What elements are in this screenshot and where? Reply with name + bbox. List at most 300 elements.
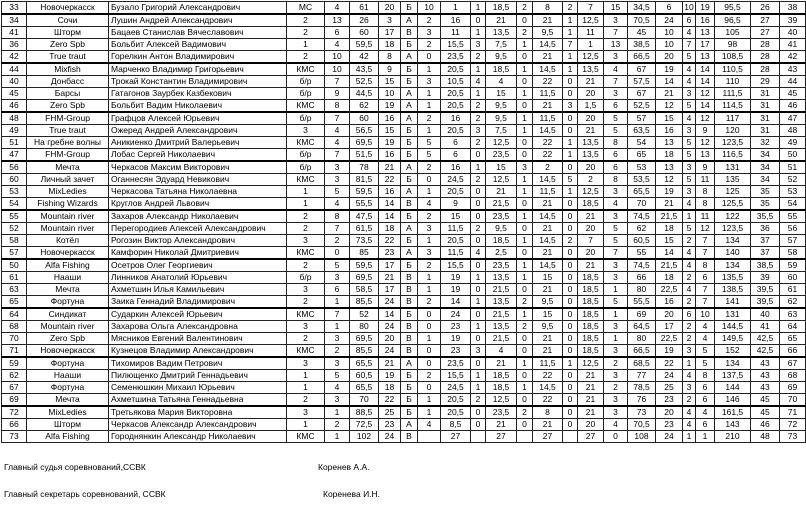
table-cell: 18,5 bbox=[578, 284, 604, 296]
table-row bbox=[2, 308, 806, 321]
table-cell: 13 bbox=[656, 137, 683, 149]
table-cell: 20,5 bbox=[441, 63, 471, 76]
table-cell: 1 bbox=[471, 296, 486, 309]
table-cell: 18 bbox=[379, 223, 401, 235]
table-cell: 131 bbox=[715, 161, 751, 174]
table-cell: 34 bbox=[751, 174, 780, 186]
table-cell: 21 bbox=[656, 198, 683, 211]
table-cell: 9,5 bbox=[486, 51, 517, 64]
table-cell: 72,5 bbox=[350, 419, 379, 431]
table-cell: 146 bbox=[715, 394, 751, 407]
table-cell: 47 bbox=[780, 112, 806, 125]
table-cell: 134 bbox=[715, 259, 751, 272]
table-cell: 66,5 bbox=[628, 51, 656, 64]
table-cell: 70,5 bbox=[628, 419, 656, 431]
table-cell: 2 bbox=[287, 333, 325, 345]
table-cell: 51 bbox=[780, 161, 806, 174]
table-cell: 24 bbox=[379, 296, 401, 309]
table-cell: Б bbox=[401, 308, 418, 321]
table-cell: 21 bbox=[578, 370, 604, 382]
table-cell: 39,5 bbox=[751, 296, 780, 309]
table-cell: 12,5 bbox=[486, 394, 517, 407]
participant-name-cell: Пилющенко Дмитрий Геннадьевич bbox=[109, 370, 287, 382]
table-cell: 134 bbox=[715, 235, 751, 247]
table-cell: 0 bbox=[471, 186, 486, 198]
table-cell: 53 bbox=[2, 186, 27, 198]
table-cell: 24 bbox=[379, 345, 401, 358]
table-cell: 0 bbox=[471, 14, 486, 27]
table-cell: 31 bbox=[751, 112, 780, 125]
table-cell: 81,5 bbox=[350, 174, 379, 186]
table-cell: 60,5 bbox=[628, 235, 656, 247]
table-cell: 3 bbox=[287, 284, 325, 296]
table-cell: 0 bbox=[471, 357, 486, 370]
table-row bbox=[2, 100, 806, 113]
table-cell: 2 bbox=[471, 51, 486, 64]
table-cell: 21,5 bbox=[486, 308, 517, 321]
team-cell: Мечта bbox=[27, 161, 109, 174]
table-cell: 7 bbox=[325, 149, 350, 162]
table-cell: 143 bbox=[715, 419, 751, 431]
table-cell: 14 bbox=[441, 296, 471, 309]
table-cell: 15 bbox=[379, 76, 401, 88]
table-cell: 9 bbox=[379, 63, 401, 76]
table-cell: 20 bbox=[578, 419, 604, 431]
table-row bbox=[2, 370, 806, 382]
table-cell: 3 bbox=[517, 161, 533, 174]
table-cell: 49 bbox=[780, 137, 806, 149]
table-cell: 13,5 bbox=[578, 137, 604, 149]
table-cell: 149,5 bbox=[715, 333, 751, 345]
team-cell: Шторм bbox=[27, 27, 109, 39]
table-cell: КМС bbox=[287, 137, 325, 149]
table-cell: 117 bbox=[715, 112, 751, 125]
team-cell: Фортуна bbox=[27, 357, 109, 370]
table-cell: 12 bbox=[696, 137, 715, 149]
results-table bbox=[1, 1, 806, 443]
table-cell: 3 bbox=[604, 394, 628, 407]
table-row bbox=[2, 406, 806, 419]
table-cell: 22,5 bbox=[656, 284, 683, 296]
table-cell: 70 bbox=[780, 394, 806, 407]
table-cell: 4 bbox=[325, 198, 350, 211]
table-cell: 2 bbox=[683, 272, 696, 284]
table-cell: 1 bbox=[471, 88, 486, 100]
table-cell: А bbox=[401, 88, 418, 100]
table-cell: 55,5 bbox=[628, 296, 656, 309]
table-cell: 5 bbox=[683, 223, 696, 235]
table-cell: КМС bbox=[287, 247, 325, 260]
table-cell: 67 bbox=[2, 382, 27, 394]
table-cell: 3 bbox=[418, 223, 441, 235]
table-cell: 58,5 bbox=[350, 284, 379, 296]
table-cell: 5 bbox=[683, 137, 696, 149]
table-cell: 23 bbox=[441, 345, 471, 358]
table-cell: 65 bbox=[628, 149, 656, 162]
table-cell: 0 bbox=[471, 149, 486, 162]
table-cell: 11,5 bbox=[533, 112, 563, 125]
table-cell: 25 bbox=[379, 406, 401, 419]
table-cell: 15 bbox=[604, 2, 628, 15]
table-cell: 4 bbox=[486, 345, 517, 358]
table-cell: 15 bbox=[441, 210, 471, 223]
table-cell: 1 bbox=[517, 210, 533, 223]
table-cell: 45 bbox=[2, 88, 27, 100]
table-row bbox=[2, 125, 806, 137]
table-cell: А bbox=[401, 112, 418, 125]
table-cell: 48 bbox=[780, 125, 806, 137]
table-cell: 21 bbox=[656, 88, 683, 100]
table-cell: 3 bbox=[604, 88, 628, 100]
table-cell: 0 bbox=[563, 76, 578, 88]
table-cell: 20 bbox=[578, 247, 604, 260]
table-cell: 1 bbox=[287, 382, 325, 394]
team-cell: Мечта bbox=[27, 284, 109, 296]
participant-name-cell: Черкасов Максим Викторович bbox=[109, 161, 287, 174]
table-cell: 21,5 bbox=[486, 198, 517, 211]
table-cell: 6 bbox=[441, 137, 471, 149]
table-cell: 2 bbox=[418, 112, 441, 125]
table-cell: 59,5 bbox=[350, 186, 379, 198]
table-cell: 13,5 bbox=[486, 272, 517, 284]
table-cell: 28 bbox=[751, 39, 780, 51]
table-cell: 35 bbox=[751, 186, 780, 198]
table-cell: 1 bbox=[604, 333, 628, 345]
table-cell: 7 bbox=[325, 223, 350, 235]
table-row bbox=[2, 431, 806, 443]
table-cell: 0 bbox=[563, 112, 578, 125]
table-cell: 21 bbox=[578, 394, 604, 407]
table-cell: 11,5 bbox=[533, 357, 563, 370]
table-cell: 6 bbox=[683, 14, 696, 27]
table-row bbox=[2, 198, 806, 211]
table-cell: 21 bbox=[578, 210, 604, 223]
table-cell: 5 bbox=[604, 235, 628, 247]
table-cell: 7 bbox=[604, 27, 628, 39]
table-cell: 3 bbox=[683, 382, 696, 394]
participant-name-cell: Городнянкин Александр Николаевич bbox=[109, 431, 287, 443]
table-cell: 1 bbox=[563, 51, 578, 64]
table-cell: 57 bbox=[628, 112, 656, 125]
table-cell: 68,5 bbox=[628, 357, 656, 370]
table-cell: 22 bbox=[379, 394, 401, 407]
table-cell: 5 bbox=[325, 259, 350, 272]
table-cell: 52 bbox=[350, 308, 379, 321]
table-cell: 31 bbox=[751, 88, 780, 100]
table-cell: 2 bbox=[578, 174, 604, 186]
table-cell: 53,5 bbox=[628, 174, 656, 186]
table-cell: 6 bbox=[604, 149, 628, 162]
table-cell: А bbox=[401, 357, 418, 370]
table-cell: 4 bbox=[683, 247, 696, 260]
table-cell: 33 bbox=[2, 2, 27, 15]
table-cell: 1 bbox=[517, 186, 533, 198]
table-row bbox=[2, 296, 806, 309]
table-cell: 1 bbox=[604, 308, 628, 321]
participant-name-cell: Заика Геннадий Владимирович bbox=[109, 296, 287, 309]
table-cell: 1 bbox=[471, 2, 486, 15]
table-cell: 69 bbox=[2, 394, 27, 407]
table-cell: В bbox=[401, 27, 418, 39]
table-cell: 7 bbox=[696, 235, 715, 247]
table-cell: 2 bbox=[683, 296, 696, 309]
table-cell bbox=[418, 431, 441, 443]
table-cell: 1 bbox=[325, 321, 350, 333]
table-row bbox=[2, 76, 806, 88]
table-cell: 18,5 bbox=[486, 382, 517, 394]
table-cell: 1 bbox=[517, 308, 533, 321]
table-cell: 1 bbox=[517, 357, 533, 370]
table-cell: 19 bbox=[379, 370, 401, 382]
table-row bbox=[2, 51, 806, 64]
table-cell: 20 bbox=[578, 88, 604, 100]
table-row bbox=[2, 223, 806, 235]
table-cell: 19 bbox=[441, 272, 471, 284]
participant-name-cell: Лушин Андрей Александрович bbox=[109, 14, 287, 27]
table-cell: 3 bbox=[604, 370, 628, 382]
table-cell: КМС bbox=[287, 308, 325, 321]
table-cell: 125 bbox=[715, 186, 751, 198]
table-cell: 59 bbox=[2, 357, 27, 370]
table-cell: 7 bbox=[696, 296, 715, 309]
table-cell: 96,5 bbox=[715, 14, 751, 27]
participant-name-cell: Захаров Александр Николаевич bbox=[109, 210, 287, 223]
table-cell: 61 bbox=[350, 2, 379, 15]
table-cell: 10 bbox=[379, 88, 401, 100]
table-cell: 34,5 bbox=[628, 2, 656, 15]
table-cell: 0 bbox=[471, 259, 486, 272]
table-cell: 47 bbox=[2, 149, 27, 162]
table-cell: 56 bbox=[2, 161, 27, 174]
table-cell: 21 bbox=[486, 14, 517, 27]
table-cell: 2 bbox=[287, 259, 325, 272]
table-cell: 9 bbox=[325, 88, 350, 100]
table-cell: 7 bbox=[578, 235, 604, 247]
table-cell: 34 bbox=[2, 14, 27, 27]
table-cell: 3 bbox=[471, 125, 486, 137]
table-cell: 1 bbox=[563, 63, 578, 76]
table-cell: 1 bbox=[287, 186, 325, 198]
table-row bbox=[2, 259, 806, 272]
table-cell: 38 bbox=[780, 2, 806, 15]
table-cell: 51,5 bbox=[350, 149, 379, 162]
table-cell: 6 bbox=[325, 284, 350, 296]
table-cell: 1 bbox=[683, 210, 696, 223]
table-cell: 23 bbox=[656, 419, 683, 431]
table-cell: 8 bbox=[325, 100, 350, 113]
table-cell: 42 bbox=[780, 51, 806, 64]
table-cell: 59,5 bbox=[350, 259, 379, 272]
table-cell: 67 bbox=[628, 88, 656, 100]
table-cell: 7 bbox=[325, 76, 350, 88]
participant-name-cell: Ожеред Андрей Александрович bbox=[109, 125, 287, 137]
table-cell: 0 bbox=[563, 345, 578, 358]
table-cell: 6 bbox=[604, 100, 628, 113]
table-cell: 3 bbox=[683, 88, 696, 100]
table-cell: 23,5 bbox=[486, 210, 517, 223]
table-cell: 1 bbox=[696, 431, 715, 443]
table-cell: 44 bbox=[2, 63, 27, 76]
participant-name-cell: Горелкин Антон Владимирович bbox=[109, 51, 287, 64]
table-cell: 2 bbox=[471, 174, 486, 186]
team-cell: FHM-Group bbox=[27, 112, 109, 125]
table-cell: 18,5 bbox=[486, 2, 517, 15]
table-cell: 2 bbox=[517, 406, 533, 419]
table-cell: 10 bbox=[418, 2, 441, 15]
table-cell: 0 bbox=[517, 198, 533, 211]
table-cell: 12,5 bbox=[578, 186, 604, 198]
table-cell: 7 bbox=[325, 308, 350, 321]
table-cell: 21 bbox=[533, 198, 563, 211]
table-cell: 21 bbox=[533, 284, 563, 296]
table-cell: 1 bbox=[683, 357, 696, 370]
participant-name-cell: Черкасов Александр Александрович bbox=[109, 419, 287, 431]
team-cell: Fishing Wizards bbox=[27, 198, 109, 211]
table-cell: 37 bbox=[751, 235, 780, 247]
table-cell: 58 bbox=[2, 235, 27, 247]
table-cell: 1 bbox=[471, 161, 486, 174]
table-cell: 72 bbox=[780, 419, 806, 431]
team-cell: Alfa Fishing bbox=[27, 259, 109, 272]
table-row bbox=[2, 210, 806, 223]
table-cell: 15 bbox=[656, 235, 683, 247]
table-cell: 20,5 bbox=[441, 88, 471, 100]
table-cell: 13,5 bbox=[486, 296, 517, 309]
table-cell: 16 bbox=[379, 112, 401, 125]
table-cell: 1,5 bbox=[578, 100, 604, 113]
table-cell: 63 bbox=[2, 284, 27, 296]
table-cell: 2,5 bbox=[486, 247, 517, 260]
table-cell: 0 bbox=[471, 419, 486, 431]
table-cell: 1 bbox=[471, 382, 486, 394]
table-cell: 17 bbox=[379, 27, 401, 39]
table-row bbox=[2, 2, 806, 15]
table-cell: 1 bbox=[604, 284, 628, 296]
table-cell: 16 bbox=[696, 14, 715, 27]
table-cell: 134 bbox=[715, 357, 751, 370]
table-cell: 44,5 bbox=[350, 88, 379, 100]
table-cell: 7 bbox=[683, 39, 696, 51]
table-cell: 4 bbox=[604, 63, 628, 76]
table-cell: 13 bbox=[325, 14, 350, 27]
table-cell: 27 bbox=[751, 27, 780, 39]
table-cell: 5 bbox=[683, 100, 696, 113]
table-cell: 8,5 bbox=[441, 419, 471, 431]
table-cell: 12 bbox=[696, 112, 715, 125]
participant-name-cell: Оганнесян Эдуард Невикович bbox=[109, 174, 287, 186]
team-cell: Mountain river bbox=[27, 210, 109, 223]
team-cell: Новочеркасск bbox=[27, 345, 109, 358]
table-cell: 42,5 bbox=[751, 333, 780, 345]
table-cell: 85,5 bbox=[350, 296, 379, 309]
table-cell: 19 bbox=[379, 100, 401, 113]
table-cell: 1 bbox=[287, 198, 325, 211]
table-cell: 71 bbox=[780, 406, 806, 419]
table-cell: 18,5 bbox=[486, 63, 517, 76]
table-cell: 13,5 bbox=[486, 27, 517, 39]
table-cell: 10 bbox=[696, 308, 715, 321]
table-cell: 0 bbox=[418, 308, 441, 321]
table-cell: 72 bbox=[2, 406, 27, 419]
table-cell: 7 bbox=[563, 39, 578, 51]
table-cell: 7 bbox=[604, 76, 628, 88]
table-cell: 6 bbox=[325, 27, 350, 39]
table-cell: 10 bbox=[325, 51, 350, 64]
table-cell: 52 bbox=[2, 223, 27, 235]
table-cell: 65 bbox=[780, 333, 806, 345]
table-cell: 62 bbox=[628, 223, 656, 235]
table-cell: 4 bbox=[683, 284, 696, 296]
table-cell: 13 bbox=[696, 149, 715, 162]
table-cell: В bbox=[401, 272, 418, 284]
table-cell: 0 bbox=[418, 174, 441, 186]
table-cell: 22 bbox=[533, 394, 563, 407]
table-cell: 22 bbox=[379, 174, 401, 186]
table-cell: 0 bbox=[471, 406, 486, 419]
table-cell: Б bbox=[401, 63, 418, 76]
table-cell: 4 bbox=[696, 321, 715, 333]
table-cell: 11,5 bbox=[441, 247, 471, 260]
table-cell: КМС bbox=[287, 431, 325, 443]
table-cell: 1 bbox=[471, 63, 486, 76]
table-cell: 46 bbox=[780, 100, 806, 113]
table-cell: 116,5 bbox=[715, 149, 751, 162]
table-cell: 35 bbox=[751, 198, 780, 211]
table-cell: 4 bbox=[683, 112, 696, 125]
table-cell: 45 bbox=[780, 88, 806, 100]
table-cell: 8 bbox=[696, 370, 715, 382]
table-cell: 13,5 bbox=[578, 63, 604, 76]
table-cell: 1 bbox=[563, 186, 578, 198]
table-cell: 2 bbox=[325, 345, 350, 358]
table-cell: 21 bbox=[379, 357, 401, 370]
table-cell: 73 bbox=[628, 406, 656, 419]
table-cell: 60,5 bbox=[350, 370, 379, 382]
table-cell: 43 bbox=[751, 370, 780, 382]
table-cell: 17 bbox=[379, 284, 401, 296]
table-cell: 24 bbox=[379, 431, 401, 443]
table-cell: 6 bbox=[696, 419, 715, 431]
team-cell: Zero Spb bbox=[27, 100, 109, 113]
table-cell: 2 bbox=[683, 321, 696, 333]
table-cell: КМС bbox=[287, 100, 325, 113]
table-cell: 51 bbox=[2, 137, 27, 149]
table-cell: б/р bbox=[287, 112, 325, 125]
table-cell: 9 bbox=[441, 198, 471, 211]
table-cell: 9 bbox=[696, 125, 715, 137]
table-cell: 65,5 bbox=[628, 186, 656, 198]
table-cell: 6 bbox=[683, 308, 696, 321]
team-cell: Донбасс bbox=[27, 76, 109, 88]
table-cell: 1 bbox=[517, 259, 533, 272]
table-cell: 44 bbox=[780, 76, 806, 88]
table-cell: 1 bbox=[325, 406, 350, 419]
table-cell: А bbox=[401, 247, 418, 260]
table-cell: 15 bbox=[656, 112, 683, 125]
table-cell: 22 bbox=[656, 357, 683, 370]
participant-name-cell: Трокай Константин Владимирович bbox=[109, 76, 287, 88]
table-cell: 1 bbox=[517, 125, 533, 137]
table-cell: 20 bbox=[578, 112, 604, 125]
table-cell: 14 bbox=[696, 100, 715, 113]
team-cell: Новочеркасск bbox=[27, 247, 109, 260]
table-cell: 74,5 bbox=[628, 259, 656, 272]
participant-name-cell: Осетров Олег Георгиевич bbox=[109, 259, 287, 272]
table-cell: 0 bbox=[563, 125, 578, 137]
table-cell: 1 bbox=[517, 272, 533, 284]
table-cell: 14,5 bbox=[533, 235, 563, 247]
table-cell: 123,5 bbox=[715, 223, 751, 235]
